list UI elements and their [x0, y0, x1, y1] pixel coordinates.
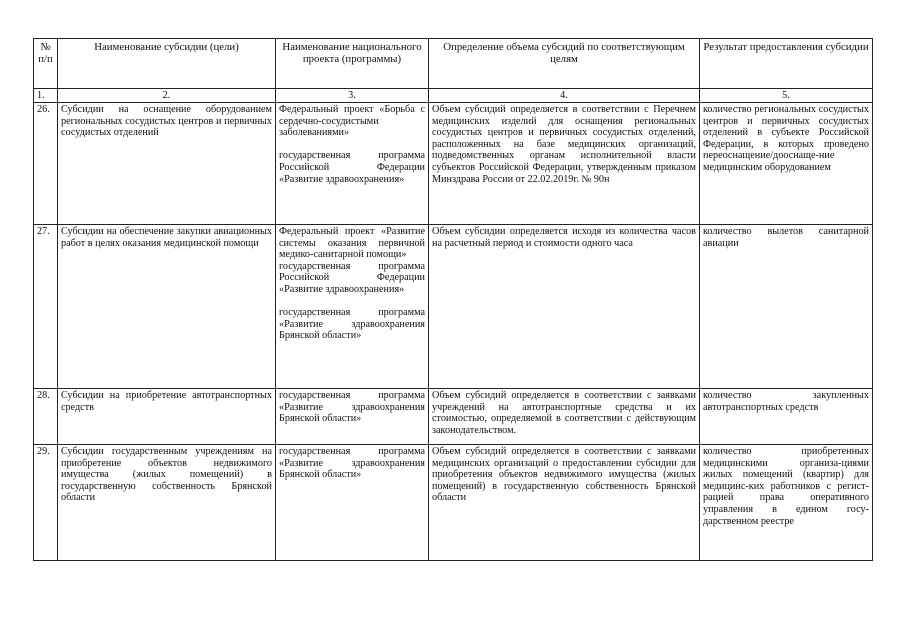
project-text: государственная программа «Развитие здравоохранения Брянской области» — [279, 307, 425, 342]
subsidy-name: Субсидии на приобретение автотранспортных средств — [58, 389, 276, 445]
table-row — [34, 445, 873, 561]
row-num: 27. — [34, 225, 58, 389]
project-text: государственная программа «Развитие здравоохранения Брянской области» — [276, 445, 429, 561]
row-num: 29. — [34, 445, 58, 561]
index-cell-3: 3. — [276, 89, 429, 103]
index-cell-5: 5. — [700, 89, 873, 103]
subsidy-name: Субсидии государственным учреждениям на приобретение объектов недвижимого имущества (жилых помещений) в государственную собственность Брянской области — [58, 445, 276, 561]
table-row — [34, 389, 873, 445]
header-project: Наименование национального проекта (программы) — [276, 39, 429, 89]
volume-text: Объем субсидии определяется исходя из количества часов на расчетный период и стоимости одного часа — [429, 225, 700, 389]
result-text: количество приобретенных медицинскими организа-циями жилых помещений (квартир) для медицинс-ких работников с регист-рацией права оперативного управления в едином госу-дарственном реестре — [700, 445, 873, 561]
header-volume: Определение объема субсидий по соответствующим целям — [429, 39, 700, 89]
project-cell — [276, 103, 429, 225]
header-num: № п/п — [34, 39, 58, 89]
result-text: количество вылетов санитарной авиации — [700, 225, 873, 389]
result-text: количество региональных сосудистых центров и первичных сосудистых отделений в субъекте Российской Федерации, в которых проведено переоснащение/дооснаще-ние медицинским оборудованием — [700, 103, 873, 225]
row-num: 26. — [34, 103, 58, 225]
subsidy-table — [33, 38, 873, 561]
volume-text: Объем субсидий определяется в соответствии с заявками учреждений на автотранспортные средства и их стоимостью, определяемой в соответствии с действующим законодательством. — [429, 389, 700, 445]
table-row — [34, 225, 873, 389]
header-name: Наименование субсидии (цели) — [58, 39, 276, 89]
result-text: количество закупленных автотранспортных средств — [700, 389, 873, 445]
row-num: 28. — [34, 389, 58, 445]
index-cell-1: 1. — [34, 89, 58, 103]
index-cell-4: 4. — [429, 89, 700, 103]
volume-text: Объем субсидий определяется в соответствии с заявками медицинских организаций о предоставлении субсидии для приобретения объектов недвижимого имущества (жилых помещений) в государственную собственность Брянской области — [429, 445, 700, 561]
project-text: государственная программа Российской Федерации «Развитие здравоохранения» — [279, 260, 425, 295]
header-result: Результат предоставления субсидии — [700, 39, 873, 89]
index-cell-2: 2. — [58, 89, 276, 103]
volume-text: Объем субсидий определяется в соответствии с Перечнем медицинских изделий для оснащения региональных сосудистых центров и первичных сосудистых отделений, расположенных на базе медицинских организаций, подведомственных органам исполнительной власти субъектов Российской Федерации, утвержденным приказом Минздрава России от 22.02.2019г. № 90н — [429, 103, 700, 225]
project-text: государственная программа «Развитие здравоохранения Брянской области» — [276, 389, 429, 445]
project-text: государственная программа Российской Федерации «Развитие здравоохранения» — [279, 150, 425, 185]
header-row — [34, 39, 873, 89]
project-text: Федеральный проект «Борьба с сердечно-сосудистыми заболеваниями» — [279, 104, 425, 139]
subsidy-name: Субсидии на оснащение оборудованием региональных сосудистых центров и первичных сосудистых отделений — [58, 103, 276, 225]
table-row — [34, 103, 873, 225]
project-text: Федеральный проект «Развитие системы оказания первичной медико-санитарной помощи» — [279, 226, 425, 261]
index-row — [34, 89, 873, 103]
subsidy-name: Субсидии на обеспечение закупки авиационных работ в целях оказания медицинской помощи — [58, 225, 276, 389]
project-cell — [276, 225, 429, 389]
